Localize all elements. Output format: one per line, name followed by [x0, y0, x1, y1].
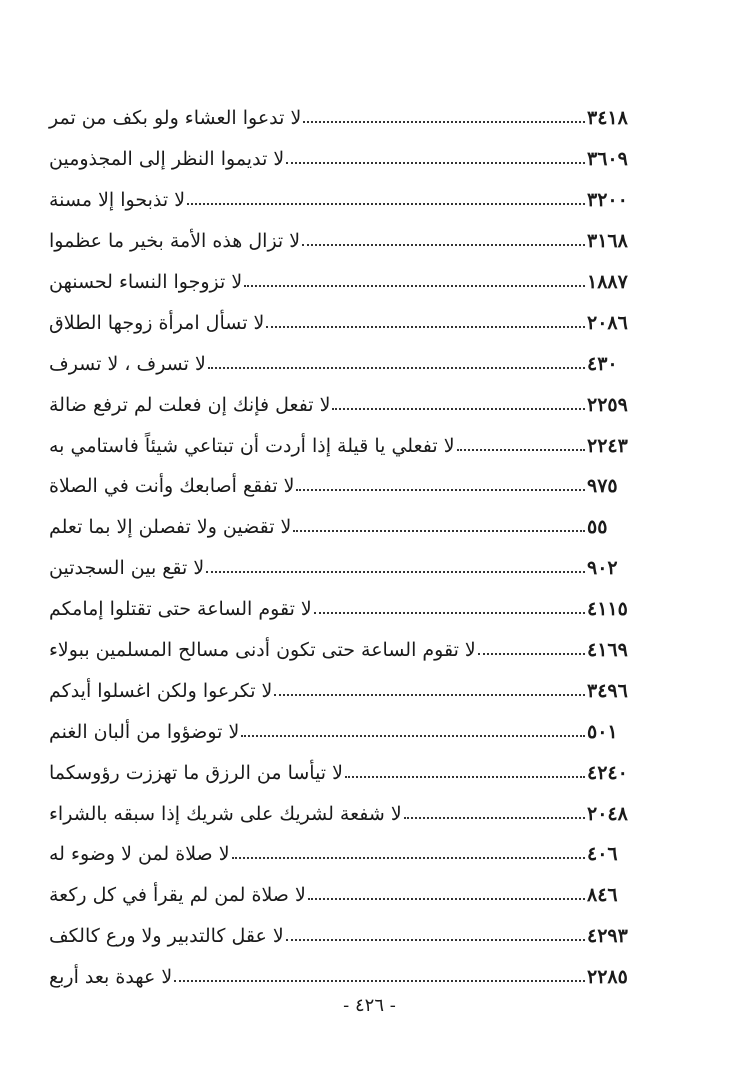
- dot-leader: [206, 571, 585, 573]
- entry-page-ref: ٢٠٨٦: [587, 311, 628, 334]
- entry-page-ref: ٤١١٥: [587, 598, 628, 621]
- dot-leader: [274, 694, 585, 696]
- entry-text: لا تذبحوا إلا مسنة: [49, 189, 186, 212]
- dot-leader: [208, 367, 585, 369]
- dot-leader: [303, 121, 585, 123]
- entry-text: لا تسأل امرأة زوجها الطلاق: [49, 311, 265, 334]
- index-entry: [45, 916, 647, 957]
- entry-text: لا تزوجوا النساء لحسنهن: [49, 271, 243, 293]
- index-entry: [45, 548, 647, 589]
- dot-leader: [302, 244, 585, 246]
- index-entry: [45, 262, 647, 303]
- entry-page-ref: ٣٦٠٩: [587, 148, 628, 171]
- dot-leader: [244, 285, 585, 287]
- entry-text: لا عقل كالتدبير ولا ورع كالكف: [49, 925, 284, 948]
- entry-text: لا تديموا النظر إلى المجذومين: [49, 148, 285, 171]
- dot-leader: [478, 653, 585, 655]
- entry-page-ref: ١٨٨٧: [587, 271, 628, 293]
- entry-text: لا عهدة بعد أربع: [49, 966, 173, 989]
- dot-leader: [457, 449, 585, 451]
- entry-text: لا تسرف ، لا تسرف: [49, 352, 206, 375]
- dot-leader: [187, 203, 585, 205]
- dot-leader: [293, 530, 585, 532]
- index-entry: [45, 98, 647, 139]
- entry-text: لا صلاة لمن لا وضوء له: [49, 843, 230, 866]
- index-entry: [45, 384, 647, 425]
- entry-text: لا تفعلي يا قيلة إذا أردت أن تبتاعي شيئاً فاستامي به: [49, 434, 455, 457]
- entry-page-ref: ٥٥: [587, 516, 608, 539]
- dot-leader: [332, 408, 585, 410]
- dot-leader: [232, 857, 585, 859]
- page-number: - ٤٢٦ -: [343, 995, 396, 1016]
- index-entry: [45, 752, 647, 793]
- index-entry: [45, 711, 647, 752]
- dot-leader: [286, 162, 585, 164]
- dot-leader: [174, 980, 585, 982]
- index-entry: [45, 507, 647, 548]
- entry-text: لا تقوم الساعة حتى تكون أدنى مسالح المسلمين ببولاء: [49, 639, 476, 662]
- entry-page-ref: ٤٣٠: [587, 352, 618, 375]
- entry-text: لا صلاة لمن لم يقرأ في كل ركعة: [49, 884, 306, 907]
- entry-page-ref: ٤٢٩٣: [587, 925, 628, 948]
- index-entry: [45, 670, 647, 711]
- dot-leader: [296, 489, 585, 491]
- entry-text: لا تقع بين السجدتين: [49, 557, 205, 580]
- entry-page-ref: ٢٠٤٨: [587, 802, 628, 825]
- entry-page-ref: ٣٢٠٠: [587, 189, 628, 212]
- index-entry: [45, 343, 647, 384]
- entry-text: لا تفعل فإنك إن فعلت لم ترفع ضالة: [49, 393, 331, 416]
- entry-text: لا تقضين ولا تفصلن إلا بما تعلم: [49, 516, 292, 539]
- entry-text: لا توضؤوا من ألبان الغنم: [49, 720, 240, 743]
- entry-page-ref: ٩٧٥: [587, 475, 618, 498]
- entry-page-ref: ٣١٦٨: [587, 230, 628, 253]
- index-entry: [45, 834, 647, 875]
- entry-text: لا تزال هذه الأمة بخير ما عظموا: [49, 230, 301, 253]
- entry-text: لا شفعة لشريك على شريك إذا سبقه بالشراء: [49, 802, 402, 825]
- dot-leader: [286, 939, 585, 941]
- entry-text: لا تكرعوا ولكن اغسلوا أيدكم: [49, 679, 273, 702]
- dot-leader: [345, 776, 585, 778]
- index-entry: [45, 180, 647, 221]
- entry-text: لا تدعوا العشاء ولو بكف من تمر: [49, 107, 302, 130]
- index-entry: [45, 589, 647, 630]
- index-entry: [45, 466, 647, 507]
- entry-page-ref: ٤٠٦: [587, 843, 618, 866]
- index-entry: [45, 221, 647, 262]
- dot-leader: [308, 898, 585, 900]
- index-entry: [45, 875, 647, 916]
- index-entry: [45, 957, 647, 998]
- entry-page-ref: ٢٢٨٥: [587, 966, 628, 989]
- index-entry: [45, 302, 647, 343]
- entry-page-ref: ٢٢٥٩: [587, 393, 628, 416]
- entry-page-ref: ٣٤٩٦: [587, 679, 628, 702]
- index-entry: [45, 139, 647, 180]
- dot-leader: [314, 612, 585, 614]
- entry-page-ref: ٣٤١٨: [587, 107, 628, 130]
- index-entry: [45, 630, 647, 671]
- entry-text: لا تفقع أصابعك وأنت في الصلاة: [49, 475, 295, 498]
- dot-leader: [241, 735, 585, 737]
- entry-page-ref: ٤١٦٩: [587, 639, 628, 662]
- entry-page-ref: ٥٠١: [587, 720, 618, 743]
- entry-page-ref: ٤٢٤٠: [587, 761, 628, 784]
- entry-text: لا تيأسا من الرزق ما تهززت رؤوسكما: [49, 761, 343, 784]
- index-entry: [45, 425, 647, 466]
- entry-page-ref: ٨٤٦: [587, 884, 618, 907]
- entry-text: لا تقوم الساعة حتى تقتلوا إمامكم: [49, 598, 312, 621]
- index-entry: [45, 793, 647, 834]
- dot-leader: [404, 817, 585, 819]
- dot-leader: [266, 326, 585, 328]
- entry-page-ref: ٢٢٤٣: [587, 434, 628, 457]
- entry-page-ref: ٩٠٢: [587, 557, 618, 580]
- index-list: [45, 98, 647, 998]
